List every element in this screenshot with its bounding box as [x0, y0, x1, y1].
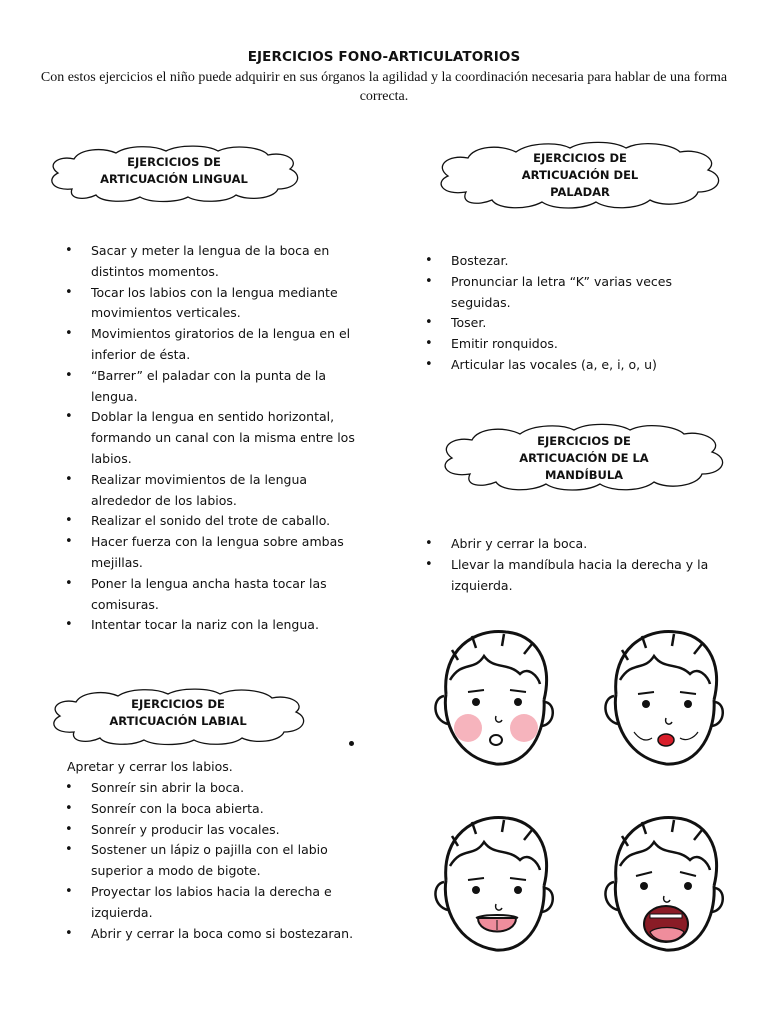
- bullet-icon: •: [425, 536, 433, 551]
- bullet-icon: •: [65, 821, 73, 837]
- heading-cloud-lingual: [42, 143, 306, 205]
- bullet-icon: •: [65, 513, 73, 529]
- list-item: • Doblar la lengua en sentido horizontal, formando un canal con la misma entre los labios.: [65, 409, 355, 466]
- heading-line: EJERCICIOS DE: [533, 151, 627, 165]
- list-item: • Sonreír sin abrir la boca.: [65, 778, 355, 799]
- lingual-exercise-list: [65, 241, 355, 636]
- list-item: • Sonreír con la boca abierta.: [65, 799, 355, 820]
- bullet-icon: •: [65, 243, 73, 258]
- face-pursed-lips-icon: [594, 620, 734, 772]
- heading-line: EJERCICIOS DE: [131, 697, 225, 711]
- list-item: • Proyectar los labios hacia la derecha e izquierda.: [65, 883, 332, 920]
- palate-exercise-list: [425, 251, 715, 376]
- heading-line: PALADAR: [550, 185, 610, 199]
- list-item: • Articular las vocales (a, e, i, o, u): [425, 355, 715, 376]
- bullet-icon: •: [65, 409, 73, 425]
- page-title: EJERCICIOS FONO-ARTICULATORIOS: [247, 49, 521, 65]
- list-item: • Movimientos giratorios de la lengua en el inferior de ésta.: [65, 326, 351, 362]
- stray-dot: [349, 741, 354, 746]
- list-item: • Poner la lengua ancha hasta tocar las comisuras.: [65, 575, 327, 612]
- list-item: • Llevar la mandíbula hacia la derecha y la izquierda.: [425, 556, 709, 593]
- bullet-icon: •: [65, 326, 73, 342]
- list-item: • Hacer fuerza con la lengua sobre ambas mejillas.: [65, 534, 344, 570]
- heading-line: MANDÍBULA: [544, 468, 624, 482]
- face-puffed-cheeks-icon: [424, 620, 564, 772]
- bullet-icon: •: [65, 925, 73, 941]
- list-item: • Realizar movimientos de la lengua alrededor de los labios.: [65, 471, 308, 508]
- bullet-icon: •: [65, 800, 73, 816]
- intro-text: Con estos ejercicios el niño puede adquirir en sus órganos la agilidad y la coordinación necesaria para hablar de una forma correcta.: [40, 70, 728, 104]
- list-item: • Intentar tocar la nariz con la lengua.: [65, 615, 355, 636]
- bullet-icon: •: [65, 842, 73, 858]
- heading-line: EJERCICIOS DE: [537, 434, 631, 448]
- bullet-icon: •: [65, 471, 73, 487]
- list-item: • Toser.: [425, 313, 715, 334]
- heading-cloud-palate: [432, 140, 728, 212]
- heading-line: ARTICUACIÓN DE LA: [519, 451, 649, 465]
- bullet-icon: •: [65, 534, 73, 550]
- labial-lead-text: Apretar y cerrar los labios.: [67, 759, 233, 774]
- list-item: • Emitir ronquidos.: [425, 334, 715, 355]
- bullet-icon: •: [425, 273, 433, 289]
- face-tongue-out-icon: [424, 806, 564, 958]
- list-item: • Abrir y cerrar la boca.: [425, 534, 715, 555]
- list-item: • Sostener un lápiz o pajilla con el labio superior a modo de bigote.: [65, 842, 328, 879]
- bullet-icon: •: [425, 336, 433, 352]
- heading-cloud-labial: [44, 686, 312, 748]
- list-item: • Sonreír y producir las vocales.: [65, 820, 355, 841]
- face-open-mouth-icon: [594, 806, 734, 958]
- list-item: • Tocar los labios con la lengua mediante movimientos verticales.: [65, 284, 338, 321]
- bullet-icon: •: [65, 883, 73, 899]
- heading-cloud-jaw: [436, 422, 732, 494]
- heading-line: ARTICUACIÓN DEL: [521, 168, 639, 182]
- list-item: • Bostezar.: [425, 251, 715, 272]
- bullet-icon: •: [65, 617, 73, 633]
- bullet-icon: •: [65, 575, 73, 591]
- bullet-icon: •: [425, 356, 433, 372]
- bullet-icon: •: [65, 780, 73, 795]
- heading-line: ARTICUACIÓN LABIAL: [109, 714, 247, 728]
- heading-line: ARTICUACIÓN LINGUAL: [100, 172, 248, 186]
- bullet-icon: •: [425, 253, 433, 268]
- bullet-icon: •: [65, 284, 73, 300]
- list-item: • “Barrer” el paladar con la punta de la lengua.: [65, 367, 327, 404]
- list-item: • Abrir y cerrar la boca como si bostezaran.: [65, 924, 355, 945]
- labial-exercise-list: [65, 778, 355, 944]
- list-item: • Sacar y meter la lengua de la boca en distintos momentos.: [65, 243, 330, 279]
- list-item: • Pronunciar la letra “K” varias veces seguidas.: [425, 273, 672, 310]
- bullet-icon: •: [425, 315, 433, 331]
- bullet-icon: •: [425, 556, 433, 572]
- list-item: • Realizar el sonido del trote de caballo.: [65, 511, 355, 532]
- jaw-exercise-list: [425, 534, 715, 596]
- bullet-icon: •: [65, 367, 73, 383]
- heading-line: EJERCICIOS DE: [127, 155, 221, 169]
